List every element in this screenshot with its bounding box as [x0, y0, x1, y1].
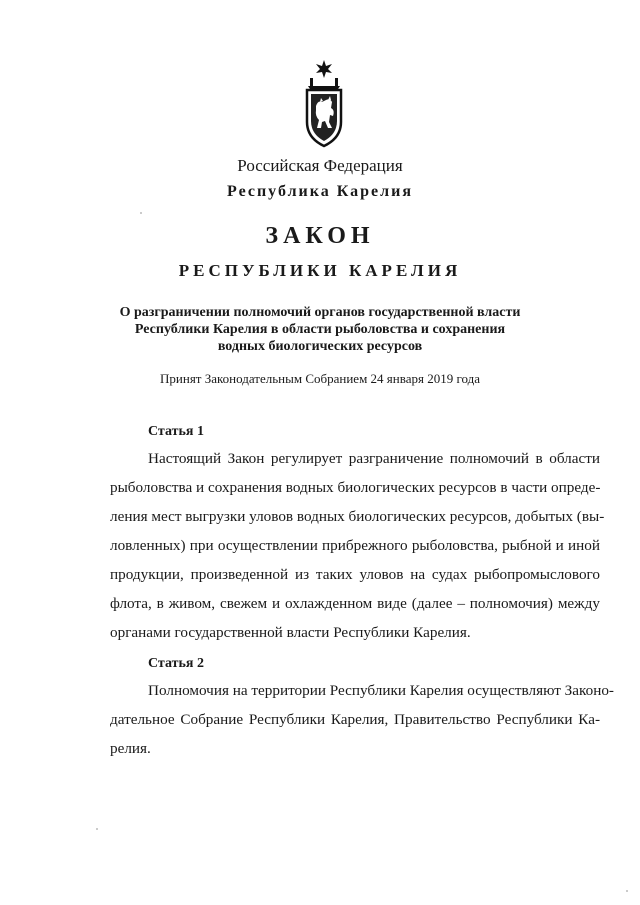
karelia-coat-of-arms-icon: [302, 58, 346, 148]
text-line: Настоящий Закон регулирует разграничение полномочий в области: [148, 450, 600, 467]
article-1-heading: Статья 1: [148, 424, 204, 439]
text-line: органами государственной власти Республики Карелия.: [110, 624, 471, 641]
law-name-line: О разграничении полномочий органов государственной власти: [119, 305, 521, 320]
text-line: релия.: [110, 740, 151, 757]
adoption-date: Принят Законодательным Собранием 24 января 2019 года: [160, 371, 480, 386]
text-line: ловленных) при осуществлении прибрежного рыболовства, рыбной и иной: [110, 537, 600, 554]
republic-name: Республика Карелия: [227, 183, 413, 200]
text-line: дательное Собрание Республики Карелия, Правительство Республики Ка-: [110, 711, 600, 728]
law-name-line: водных биологических ресурсов: [217, 339, 423, 354]
scan-speck: [96, 828, 98, 830]
law-title: ЗАКОН: [265, 223, 375, 249]
text-line: флота, в живом, свежем и охлажденном виде (далее – полномочия) между: [110, 595, 600, 612]
text-line: ления мест выгрузки уловов водных биологических ресурсов, добытых (вы-: [110, 508, 605, 525]
scan-speck: [140, 212, 142, 214]
law-subtitle: РЕСПУБЛИКИ КАРЕЛИЯ: [178, 261, 462, 280]
text-line: рыболовства и сохранения водных биологических ресурсов в части опреде-: [110, 479, 601, 496]
article-2-text: [110, 676, 614, 763]
article-2-heading: Статья 2: [148, 656, 204, 671]
country-name: Российская Федерация: [237, 156, 403, 175]
law-name: [0, 304, 640, 355]
scan-speck: [626, 890, 628, 892]
law-name-line: Республики Карелия в области рыболовства и сохранения: [134, 322, 506, 337]
text-line: Полномочия на территории Республики Карелия осуществляют Законо-: [148, 682, 614, 699]
text-line: продукции, произведенной из таких уловов на судах рыбопромыслового: [110, 566, 600, 583]
article-1-text: [110, 444, 605, 647]
